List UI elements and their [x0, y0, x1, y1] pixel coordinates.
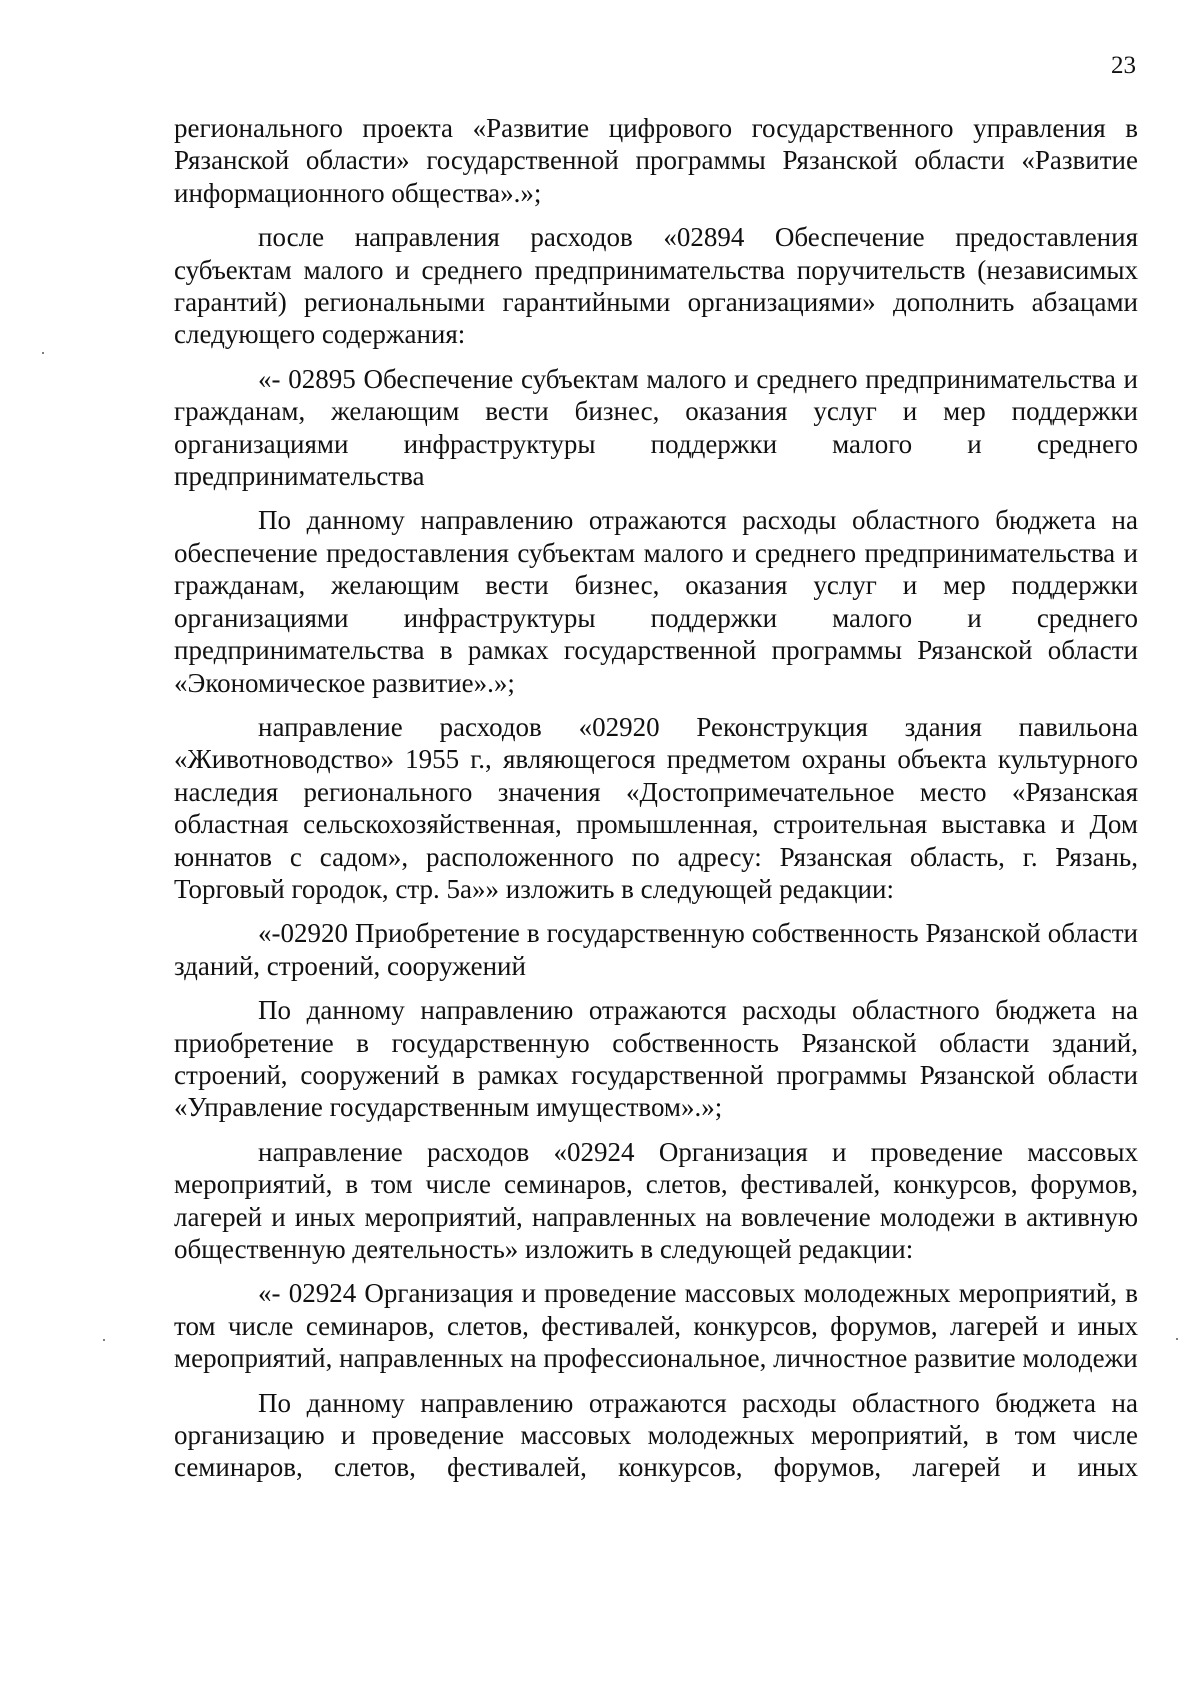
paragraph-9: «- 02924 Организация и проведение массовых молодежных мероприятий, в том числе семинаров, слетов, фестивалей, конкурсов, форумов, лагерей и иных мероприятий, направленных на профессиональное, личностное развитие молодежи: [174, 1278, 1138, 1374]
paragraph-8: направление расходов «02924 Организация и проведение массовых мероприятий, в том числе семинаров, слетов, фестивалей, конкурсов, форумов, лагерей и иных мероприятий, направленных на вовлечение молодежи в активную общественную деятельность» изложить в следующей редакции:: [174, 1136, 1138, 1264]
paragraph-1: регионального проекта «Развитие цифрового государственного управления в Рязанской области» государственной программы Рязанской области «Развитие информационного общества».»;: [174, 113, 1138, 208]
paragraph-4: По данному направлению отражаются расходы областного бюджета на обеспечение предоставления субъектам малого и среднего предпринимательства и гражданам, желающим вести бизнес, оказания услуг и мер поддержки организациями инфраструктуры поддержки малого и среднего предпринимательства в рамках государственной программы Рязанской области «Экономическое развитие».»;: [174, 505, 1138, 698]
paragraph-5: направление расходов «02920 Реконструкция здания павильона «Животноводство» 1955 г., являющегося предметом охраны объекта культурного наследия регионального значения «Достопримечательное место «Рязанская областная сельскохозяйственная, промышленная, строительная выставка и Дом юннатов с садом», расположенного по адресу: Рязанская область, г. Рязань, Торговый городок, стр. 5а»» изложить в следующей редакции:: [174, 711, 1138, 904]
scan-speck: [1176, 1338, 1178, 1340]
scan-speck: [103, 1339, 105, 1341]
paragraph-10: По данному направлению отражаются расходы областного бюджета на организацию и проведение массовых молодежных мероприятий, в том числе семинаров, слетов, фестивалей, конкурсов, форумов, лагерей и иных: [174, 1387, 1138, 1483]
page-number: 23: [1111, 52, 1136, 79]
scan-speck: [42, 352, 44, 354]
paragraph-3: «- 02895 Обеспечение субъектам малого и среднего предпринимательства и гражданам, желающим вести бизнес, оказания услуг и мер поддержки организациями инфраструктуры поддержки малого и среднего предпринимательства: [174, 363, 1138, 492]
paragraph-7: По данному направлению отражаются расходы областного бюджета на приобретение в государственную собственность Рязанской области зданий, строений, сооружений в рамках государственной программы Рязанской области «Управление государственным имуществом».»;: [174, 995, 1138, 1123]
paragraph-2: после направления расходов «02894 Обеспечение предоставления субъектам малого и среднего предпринимательства поручительств (независимых гарантий) региональными гарантийными организациями» дополнить абзацами следующего содержания:: [174, 222, 1138, 350]
paragraph-6: «-02920 Приобретение в государственную собственность Рязанской области зданий, строений, сооружений: [174, 918, 1138, 981]
page-body: [174, 112, 1138, 1484]
